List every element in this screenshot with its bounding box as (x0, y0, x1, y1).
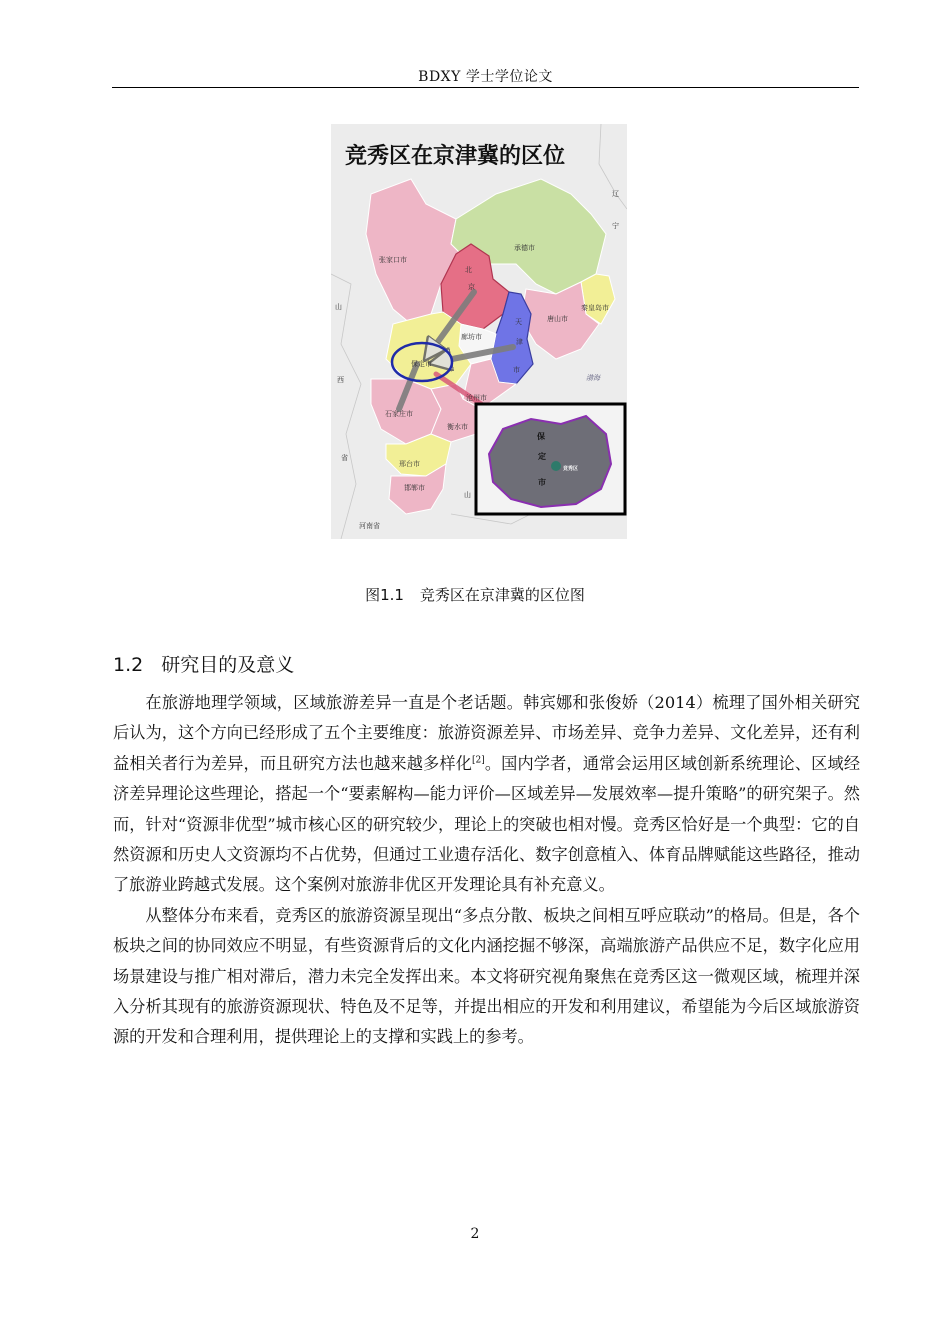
paragraph-1-text: 在旅游地理学领域，区域旅游差异一直是个老话题。韩宾娜和张俊娇（2014）梳理了国外相关研究后认为，这个方向已经形成了五个主要维度：旅游资源差异、市场差异、竞争力差异、文化差异，还有利益相关者行为差异，而且研究方法也越来越多样化 (113, 693, 860, 773)
label-beijing-2: 京 (468, 283, 475, 291)
label-baoding: 保定市 (411, 360, 432, 368)
label-xingtai: 邢台市 (399, 460, 420, 468)
citation-ref: [2] (471, 755, 485, 766)
inset-label-1: 保 (537, 432, 545, 441)
page-number: 2 (470, 1226, 480, 1242)
label-tianjin-2: 津 (516, 338, 523, 346)
inset-label-2: 定 (538, 452, 546, 461)
label-tianjin-1: 天 (515, 318, 522, 326)
label-chengde: 承德市 (514, 244, 535, 252)
paragraph-1 (113, 688, 860, 901)
figure-caption-text: 竞秀区在京津冀的区位图 (419, 586, 585, 604)
label-handan: 邯郸市 (404, 484, 425, 492)
header-rule (112, 87, 859, 88)
location-map-figure (331, 124, 627, 539)
label-tangshan: 唐山市 (547, 315, 568, 323)
label-qinhuangdao: 秦皇岛市 (581, 304, 609, 312)
label-beijing-1: 北 (465, 266, 472, 274)
section-number: 1.2 (113, 654, 144, 676)
inset-map (476, 404, 625, 514)
label-henan: 河南省 (359, 522, 380, 530)
section-heading (113, 650, 294, 677)
label-tianjin-3: 市 (513, 366, 520, 374)
paragraph-1-tail: 。国内学者，通常会运用区域创新系统理论、区域经济差异理论这些理论，搭起一个“要素解构—能力评价—区域差异—发展效率—提升策略”的研究架子。然而，针对“资源非优型”城市核心区的研究较少，理论上的突破也相对慢。竞秀区恰好是一个典型：它的自然资源和历史人文资源均不占优势，但通过工业遗存活化、数字创意植入、体育品牌赋能这些路径，推动了旅游业跨越式发展。这个案例对旅游非优区开发理论具有补充意义。 (113, 753, 861, 895)
inset-label-4: 竞秀区 (563, 466, 579, 472)
label-shijiazhuang: 石家庄市 (385, 410, 413, 418)
figure-caption-number: 图1.1 (365, 586, 404, 604)
label-liaoning-2: 宁 (612, 222, 619, 230)
label-cangzhou: 沧州市 (466, 394, 487, 402)
page-header: BDXY 学士学位论文 (418, 69, 553, 85)
body-text (113, 688, 860, 1053)
label-shanxi-2: 西 (337, 376, 344, 384)
section-title: 研究目的及意义 (161, 654, 295, 676)
figure-caption (0, 584, 950, 605)
label-liaoning-1: 辽 (612, 190, 619, 198)
label-langfang: 廊坊市 (461, 333, 482, 341)
map-title: 竞秀区在京津冀的区位 (345, 143, 566, 168)
label-zhangjiakou: 张家口市 (379, 256, 407, 264)
label-bohai: 渤海 (586, 374, 600, 382)
label-shandong: 山 (464, 491, 471, 499)
label-shanxi-3: 省 (341, 454, 348, 462)
paragraph-2: 从整体分布来看，竞秀区的旅游资源呈现出“多点分散、板块之间相互呼应联动”的格局。但是，各个板块之间的协同效应不明显，有些资源背后的文化内涵挖掘不够深，高端旅游产品供应不足，数字化应用场景建设与推广相对滞后，潜力未完全发挥出来。本文将研究视角聚焦在竞秀区这一微观区域，梳理并深入分析其现有的旅游资源现状、特色及不足等，并提出相应的开发和利用建议，希望能为今后区域旅游资源的开发和合理利用，提供理论上的支撑和实践上的参考。 (113, 905, 860, 1047)
inset-label-3: 市 (538, 478, 546, 487)
label-hengshui: 衡水市 (447, 423, 468, 431)
label-shanxi-1: 山 (335, 303, 342, 311)
